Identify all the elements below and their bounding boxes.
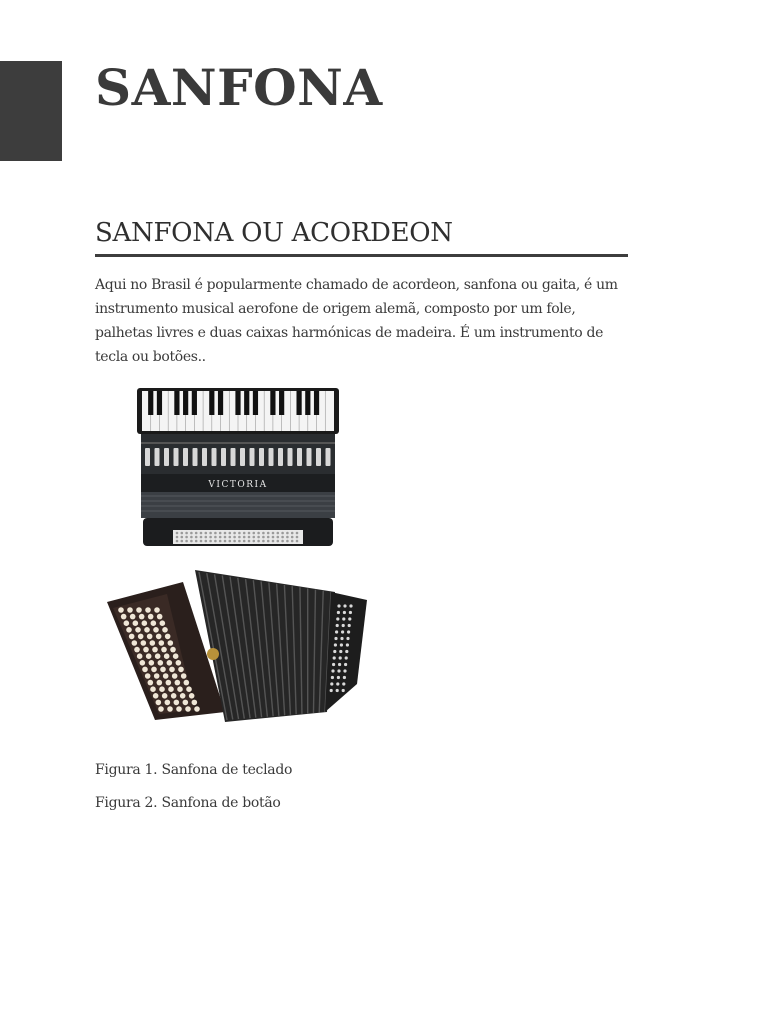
accordion-brand-label: VICTORIA bbox=[208, 480, 268, 490]
piano-accordion-image bbox=[95, 380, 377, 560]
figure-2-caption: Figura 2. Sanfona de botão bbox=[95, 795, 281, 811]
section-heading: SANFONA OU ACORDEON bbox=[95, 218, 628, 257]
button-accordion-image bbox=[95, 562, 377, 730]
decorative-side-block bbox=[0, 61, 62, 161]
body-paragraph: Aqui no Brasil é popularmente chamado de acordeon, sanfona ou gaita, é um instrumento musical aerofone de origem alemã, composto por um fole, palhetas livres e duas caixas harmónicas de madeira. É um instrumento de tecla ou botões.. bbox=[95, 277, 618, 365]
figure-button-accordion bbox=[95, 562, 377, 730]
figure-1-caption: Figura 1. Sanfona de teclado bbox=[95, 762, 293, 778]
figure-piano-accordion bbox=[95, 380, 377, 560]
document-title: SANFONA bbox=[95, 58, 383, 117]
